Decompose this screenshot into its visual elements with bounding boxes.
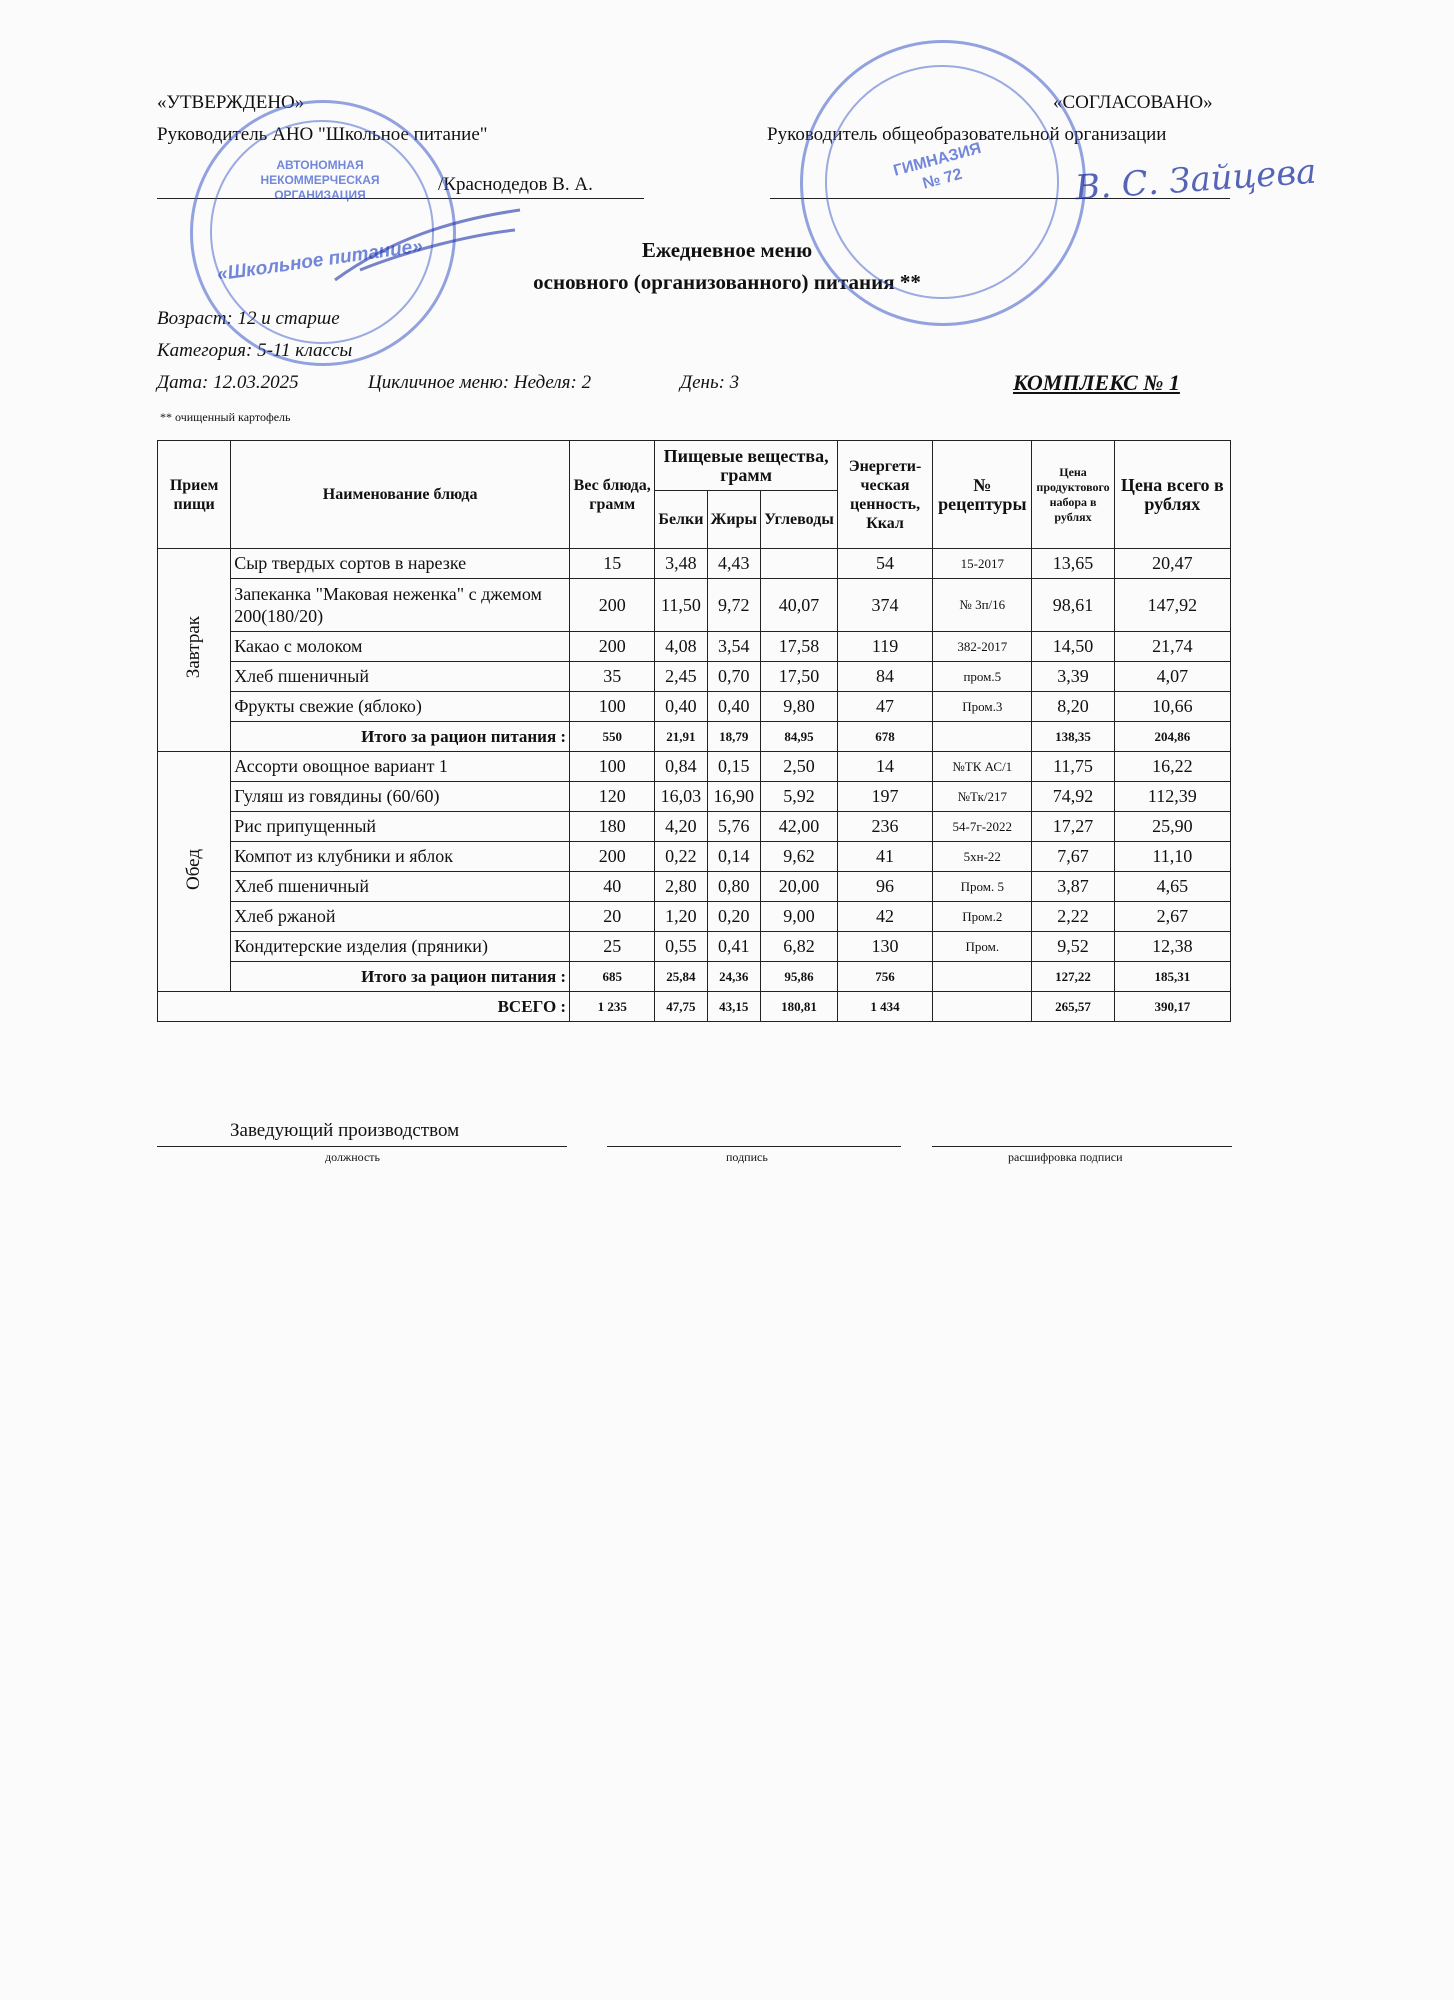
dish-carbs: 20,00 <box>761 872 838 902</box>
dish-price-set: 13,65 <box>1032 549 1114 579</box>
menu-date: Дата: 12.03.2025 <box>157 372 299 393</box>
dish-name: Фрукты свежие (яблоко) <box>231 692 570 722</box>
dish-recipe: 15-2017 <box>933 549 1032 579</box>
header-fat: Жиры <box>707 491 761 549</box>
dish-weight: 180 <box>570 812 655 842</box>
dish-energy: 14 <box>837 752 932 782</box>
dish-recipe: Пром.2 <box>933 902 1032 932</box>
dish-price-total: 4,07 <box>1114 662 1230 692</box>
dish-energy: 197 <box>837 782 932 812</box>
dish-weight: 25 <box>570 932 655 962</box>
dish-recipe: 382-2017 <box>933 632 1032 662</box>
dish-price-set: 11,75 <box>1032 752 1114 782</box>
header-protein: Белки <box>655 491 707 549</box>
total-label: Итого за рацион питания : <box>231 962 570 992</box>
dish-recipe: №Тк/217 <box>933 782 1032 812</box>
complex-number: КОМПЛЕКС № 1 <box>1013 370 1180 395</box>
total-energy: 678 <box>837 722 932 752</box>
dish-price-total: 11,10 <box>1114 842 1230 872</box>
dish-protein: 1,20 <box>655 902 707 932</box>
dish-energy: 42 <box>837 902 932 932</box>
left-stamp-org: АВТОНОМНАЯ НЕКОММЕРЧЕСКАЯ ОРГАНИЗАЦИЯ <box>260 158 380 202</box>
agreed-role: Руководитель общеобразовательной организации <box>767 124 1167 145</box>
total-recipe <box>933 962 1032 992</box>
dish-weight: 120 <box>570 782 655 812</box>
approved-title: «УТВЕРЖДЕНО» <box>157 92 305 113</box>
dish-price-total: 25,90 <box>1114 812 1230 842</box>
dish-name: Компот из клубники и яблок <box>231 842 570 872</box>
left-signature-scribble <box>330 200 530 290</box>
dish-weight: 20 <box>570 902 655 932</box>
dish-protein: 11,50 <box>655 579 707 632</box>
dish-recipe: Пром. 5 <box>933 872 1032 902</box>
dish-protein: 0,22 <box>655 842 707 872</box>
total-label: Итого за рацион питания : <box>231 722 570 752</box>
total-fat: 24,36 <box>707 962 761 992</box>
dish-fat: 0,40 <box>707 692 761 722</box>
dish-carbs: 5,92 <box>761 782 838 812</box>
dish-price-total: 4,65 <box>1114 872 1230 902</box>
dish-carbs: 9,80 <box>761 692 838 722</box>
approved-role: Руководитель АНО "Школьное питание" <box>157 124 488 145</box>
total-price-set: 138,35 <box>1032 722 1114 752</box>
dish-weight: 200 <box>570 842 655 872</box>
breakfast-total-row <box>158 722 1231 752</box>
footer-position-caption: должность <box>325 1150 380 1164</box>
table-row <box>158 842 1231 872</box>
footer-position: Заведующий производством <box>230 1120 460 1141</box>
header-recipe: № рецептуры <box>933 441 1032 549</box>
dish-energy: 84 <box>837 662 932 692</box>
header-name: Наименование блюда <box>231 441 570 549</box>
dish-price-total: 16,22 <box>1114 752 1230 782</box>
dish-energy: 119 <box>837 632 932 662</box>
dish-price-total: 12,38 <box>1114 932 1230 962</box>
footer-signature-caption: подпись <box>726 1150 768 1164</box>
dish-price-total: 21,74 <box>1114 632 1230 662</box>
dish-carbs: 42,00 <box>761 812 838 842</box>
dish-price-set: 8,20 <box>1032 692 1114 722</box>
dish-price-total: 10,66 <box>1114 692 1230 722</box>
header-weight: Вес блюда, грамм <box>570 441 655 549</box>
document-title-line1: Ежедневное меню <box>641 238 813 262</box>
dish-name: Хлеб ржаной <box>231 902 570 932</box>
dish-weight: 200 <box>570 579 655 632</box>
dish-weight: 35 <box>570 662 655 692</box>
age-group: Возраст: 12 и старше <box>157 308 340 329</box>
dish-price-set: 9,52 <box>1032 932 1114 962</box>
table-row <box>158 752 1231 782</box>
dish-name: Ассорти овощное вариант 1 <box>231 752 570 782</box>
dish-name: Сыр твердых сортов в нарезке <box>231 549 570 579</box>
agreed-signature: В. С. Зайцева <box>1073 151 1318 209</box>
category: Категория: 5-11 классы <box>157 340 353 361</box>
dish-fat: 3,54 <box>707 632 761 662</box>
total-price-total: 185,31 <box>1114 962 1230 992</box>
total-fat: 18,79 <box>707 722 761 752</box>
total-price-set: 127,22 <box>1032 962 1114 992</box>
total-weight: 550 <box>570 722 655 752</box>
dish-name: Хлеб пшеничный <box>231 662 570 692</box>
dish-carbs: 9,00 <box>761 902 838 932</box>
dish-energy: 130 <box>837 932 932 962</box>
dish-weight: 100 <box>570 692 655 722</box>
dish-protein: 0,40 <box>655 692 707 722</box>
footer-decoding-caption: расшифровка подписи <box>1008 1150 1123 1164</box>
header-carbs: Углеводы <box>761 491 838 549</box>
dish-recipe: № 3п/16 <box>933 579 1032 632</box>
dish-protein: 16,03 <box>655 782 707 812</box>
table-row <box>158 932 1231 962</box>
table-row <box>158 549 1231 579</box>
dish-fat: 0,20 <box>707 902 761 932</box>
dish-name: Какао с молоком <box>231 632 570 662</box>
total-price-total: 204,86 <box>1114 722 1230 752</box>
dish-carbs: 6,82 <box>761 932 838 962</box>
total-recipe <box>933 722 1032 752</box>
dish-name: Кондитерские изделия (пряники) <box>231 932 570 962</box>
dish-fat: 16,90 <box>707 782 761 812</box>
dish-weight: 200 <box>570 632 655 662</box>
dish-carbs <box>761 549 838 579</box>
dish-protein: 0,84 <box>655 752 707 782</box>
dish-price-set: 2,22 <box>1032 902 1114 932</box>
meal-lunch-cell <box>158 752 231 992</box>
footer-decoding-line <box>932 1146 1232 1147</box>
dish-fat: 0,80 <box>707 872 761 902</box>
table-row <box>158 812 1231 842</box>
grand-total-carbs: 180,81 <box>761 992 838 1022</box>
dish-energy: 236 <box>837 812 932 842</box>
dish-recipe: пром.5 <box>933 662 1032 692</box>
dish-price-total: 2,67 <box>1114 902 1230 932</box>
dish-price-set: 3,87 <box>1032 872 1114 902</box>
dish-protein: 2,45 <box>655 662 707 692</box>
grand-total-energy: 1 434 <box>837 992 932 1022</box>
dish-protein: 3,48 <box>655 549 707 579</box>
footnote: ** очищенный картофель <box>160 410 291 424</box>
table-row <box>158 692 1231 722</box>
dish-price-total: 147,92 <box>1114 579 1230 632</box>
table-row <box>158 579 1231 632</box>
cycle-day: День: 3 <box>680 372 740 393</box>
approved-name: /Краснодедов В. А. <box>438 174 593 195</box>
grand-total-price-total: 390,17 <box>1114 992 1230 1022</box>
dish-energy: 96 <box>837 872 932 902</box>
dish-energy: 374 <box>837 579 932 632</box>
menu-table <box>157 440 1231 1022</box>
header-meal: Прием пищи <box>158 441 231 549</box>
dish-recipe: №ТК АС/1 <box>933 752 1032 782</box>
dish-fat: 0,14 <box>707 842 761 872</box>
grand-total-price-set: 265,57 <box>1032 992 1114 1022</box>
dish-carbs: 17,58 <box>761 632 838 662</box>
table-row <box>158 782 1231 812</box>
dish-energy: 47 <box>837 692 932 722</box>
dish-energy: 41 <box>837 842 932 872</box>
dish-recipe: Пром. <box>933 932 1032 962</box>
footer-signature-line <box>607 1146 901 1147</box>
dish-carbs: 17,50 <box>761 662 838 692</box>
dish-fat: 9,72 <box>707 579 761 632</box>
dish-weight: 40 <box>570 872 655 902</box>
dish-fat: 5,76 <box>707 812 761 842</box>
dish-price-total: 112,39 <box>1114 782 1230 812</box>
total-carbs: 95,86 <box>761 962 838 992</box>
dish-carbs: 2,50 <box>761 752 838 782</box>
dish-price-set: 7,67 <box>1032 842 1114 872</box>
grand-total-protein: 47,75 <box>655 992 707 1022</box>
dish-weight: 100 <box>570 752 655 782</box>
total-energy: 756 <box>837 962 932 992</box>
agreed-title: «СОГЛАСОВАНО» <box>1053 92 1213 113</box>
dish-recipe: 5хн-22 <box>933 842 1032 872</box>
dish-protein: 4,08 <box>655 632 707 662</box>
document-title-line2: основного (организованного) питания ** <box>533 270 921 294</box>
total-carbs: 84,95 <box>761 722 838 752</box>
lunch-total-row <box>158 962 1231 992</box>
grand-total-row <box>158 992 1231 1022</box>
dish-fat: 0,41 <box>707 932 761 962</box>
grand-total-weight: 1 235 <box>570 992 655 1022</box>
dish-recipe: 54-7г-2022 <box>933 812 1032 842</box>
meal-breakfast-label: Завтрак <box>183 616 205 679</box>
dish-carbs: 9,62 <box>761 842 838 872</box>
dish-fat: 4,43 <box>707 549 761 579</box>
dish-price-total: 20,47 <box>1114 549 1230 579</box>
dish-fat: 0,70 <box>707 662 761 692</box>
dish-energy: 54 <box>837 549 932 579</box>
header-energy: Энергети- ческая ценность, Ккал <box>837 441 932 549</box>
dish-name: Гуляш из говядины (60/60) <box>231 782 570 812</box>
right-stamp-text: ГИМНАЗИЯ № 72 <box>891 139 983 193</box>
dish-fat: 0,15 <box>707 752 761 782</box>
dish-name: Хлеб пшеничный <box>231 872 570 902</box>
total-weight: 685 <box>570 962 655 992</box>
dish-carbs: 40,07 <box>761 579 838 632</box>
total-protein: 21,91 <box>655 722 707 752</box>
dish-protein: 2,80 <box>655 872 707 902</box>
grand-total-fat: 43,15 <box>707 992 761 1022</box>
header-price-set: Цена продуктового набора в рублях <box>1032 441 1114 549</box>
dish-protein: 4,20 <box>655 812 707 842</box>
table-row <box>158 632 1231 662</box>
meal-breakfast-cell <box>158 549 231 752</box>
cycle-week: Цикличное меню: Неделя: 2 <box>368 372 592 393</box>
grand-total-label: ВСЕГО : <box>158 992 570 1022</box>
header-nutrients: Пищевые вещества, грамм <box>655 441 838 491</box>
dish-price-set: 74,92 <box>1032 782 1114 812</box>
left-stamp-name: «Школьное питание» <box>215 235 425 286</box>
footer-position-line <box>157 1146 567 1147</box>
table-row <box>158 662 1231 692</box>
table-row <box>158 872 1231 902</box>
grand-total-recipe <box>933 992 1032 1022</box>
dish-price-set: 17,27 <box>1032 812 1114 842</box>
dish-price-set: 3,39 <box>1032 662 1114 692</box>
table-row <box>158 902 1231 932</box>
total-protein: 25,84 <box>655 962 707 992</box>
dish-name: Запеканка "Маковая неженка" с джемом 200(180/20) <box>231 579 570 632</box>
dish-price-set: 98,61 <box>1032 579 1114 632</box>
header-price-total: Цена всего в рублях <box>1114 441 1230 549</box>
dish-protein: 0,55 <box>655 932 707 962</box>
dish-name: Рис припущенный <box>231 812 570 842</box>
dish-price-set: 14,50 <box>1032 632 1114 662</box>
meal-lunch-label: Обед <box>183 848 205 890</box>
dish-weight: 15 <box>570 549 655 579</box>
dish-recipe: Пром.3 <box>933 692 1032 722</box>
